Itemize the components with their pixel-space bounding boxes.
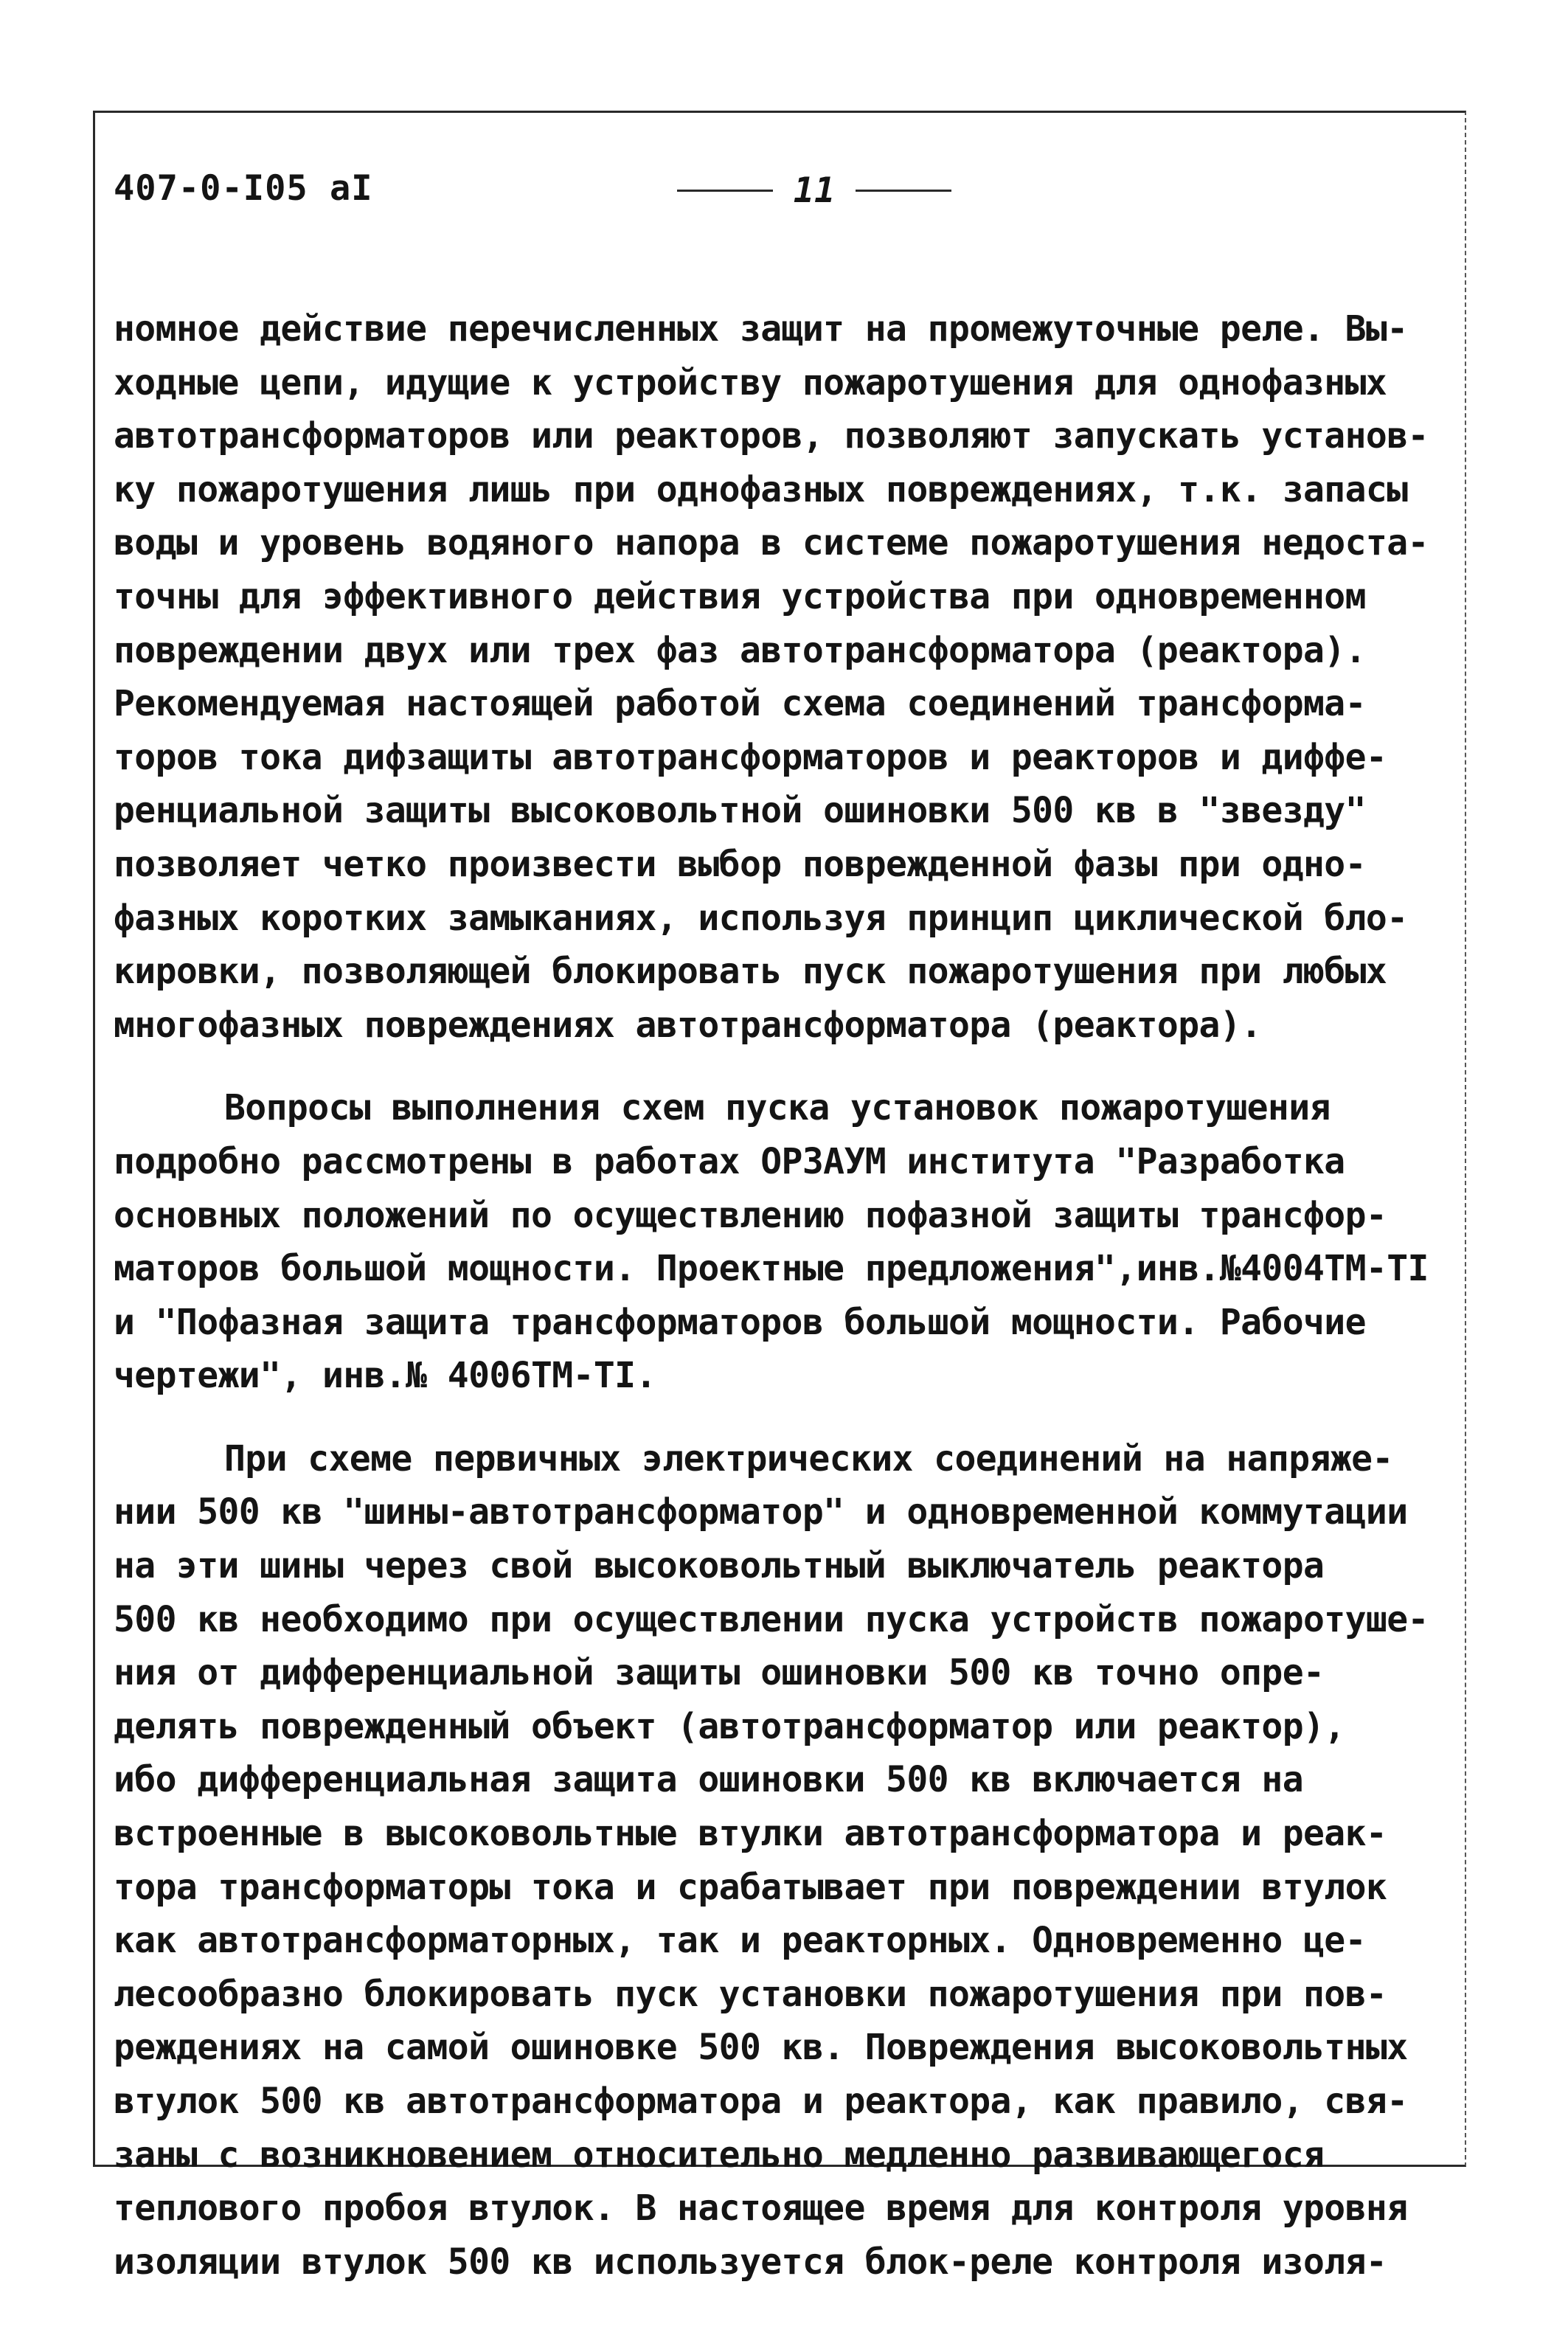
text-line: теплового пробоя втулок. В настоящее время для контроля уровня — [114, 2188, 1408, 2230]
text-line: Вопросы выполнения схем пуска установок пожаротушения — [224, 1087, 1331, 1129]
text-line: повреждении двух или трех фаз автотрансформатора (реактора). — [114, 629, 1366, 671]
text-line: маторов большой мощности. Проектные предложения",инв.№4004ТМ-ТI — [114, 1248, 1429, 1290]
text-line: многофазных повреждениях автотрансформатора (реактора). — [114, 1004, 1262, 1046]
text-line: и "Пофазная защита трансформаторов большой мощности. Рабочие — [114, 1301, 1366, 1343]
text-line: воды и уровень водяного напора в системе пожаротушения недоста- — [114, 522, 1429, 564]
text-line: торов тока дифзащиты автотрансформаторов и реакторов и диффе- — [114, 736, 1387, 778]
paragraph-2 — [114, 1081, 1441, 1403]
page-number: 11 — [793, 170, 836, 211]
text-line: ходные цепи, идущие к устройству пожаротушения для однофазных — [114, 361, 1387, 403]
text-line: номное действие перечисленных защит на промежуточные реле. Вы- — [114, 308, 1408, 350]
text-line: заны с возникновением относительно медленно развивающегося — [114, 2134, 1325, 2176]
paragraph-3 — [114, 1432, 1441, 2289]
text-line: встроенные в высоковольтные втулки автотрансформатора и реак- — [114, 1813, 1387, 1855]
text-line: ку пожаротушения лишь при однофазных повреждениях, т.к. запасы — [114, 468, 1408, 510]
text-line: нии 500 кв "шины-автотрансформатор" и одновременной коммутации — [114, 1491, 1408, 1533]
text-line: изоляции втулок 500 кв используется блок-реле контроля изоля- — [114, 2241, 1387, 2283]
text-line: чертежи", инв.№ 4006ТМ-ТI. — [114, 1355, 656, 1397]
text-line: реждениях на самой ошиновке 500 кв. Повреждения высоковольтных — [114, 2027, 1408, 2069]
text-line: лесообразно блокировать пуск установки пожаротушения при пов- — [114, 1973, 1387, 2015]
text-line: кировки, позволяющей блокировать пуск пожаротушения при любых — [114, 951, 1387, 993]
text-line: ибо дифференциальная защита ошиновки 500 кв включается на — [114, 1759, 1304, 1801]
paragraph-spacer — [114, 1403, 1441, 1432]
page-number-dash-left — [677, 190, 773, 192]
text-line: подробно рассмотрены в работах ОРЗАУМ института "Разработка — [114, 1140, 1345, 1182]
text-line: фазных коротких замыканиях, используя принцип циклической бло- — [114, 897, 1408, 939]
text-line: 500 кв необходимо при осуществлении пуска устройств пожаротуше- — [114, 1598, 1429, 1640]
body-text — [114, 302, 1441, 2289]
text-line: втулок 500 кв автотрансформатора и реактора, как правило, свя- — [114, 2081, 1408, 2122]
document-code: 407-0-I05 aI — [114, 168, 373, 209]
page-number-block — [637, 168, 991, 212]
text-line: основных положений по осуществлению пофазной защиты трансфор- — [114, 1194, 1387, 1236]
text-line: ренциальной защиты высоковольтной ошиновки 500 кв в "звезду" — [114, 790, 1366, 832]
page-header — [114, 168, 1441, 227]
paragraph-1 — [114, 302, 1441, 1052]
text-line: При схеме первичных электрических соединений на напряже- — [224, 1437, 1393, 1479]
text-line: автотрансформаторов или реакторов, позволяют запускать установ- — [114, 415, 1429, 457]
text-line: Рекомендуемая настоящей работой схема соединений трансформа- — [114, 683, 1366, 725]
text-line: точны для эффективного действия устройства при одновременном — [114, 575, 1366, 617]
text-line: тора трансформаторы тока и срабатывает при повреждении втулок — [114, 1866, 1387, 1908]
text-line: ния от дифференциальной защиты ошиновки 500 кв точно опре- — [114, 1652, 1325, 1694]
text-line: как автотрансформаторных, так и реакторных. Одновременно це- — [114, 1920, 1366, 1962]
text-line: делять поврежденный объект (автотрансформатор или реактор), — [114, 1705, 1345, 1747]
text-line: на эти шины через свой высоковольтный выключатель реактора — [114, 1545, 1325, 1587]
text-line: позволяет четко произвести выбор поврежденной фазы при одно- — [114, 843, 1366, 885]
paragraph-spacer — [114, 1052, 1441, 1081]
page-number-dash-right — [856, 190, 951, 192]
